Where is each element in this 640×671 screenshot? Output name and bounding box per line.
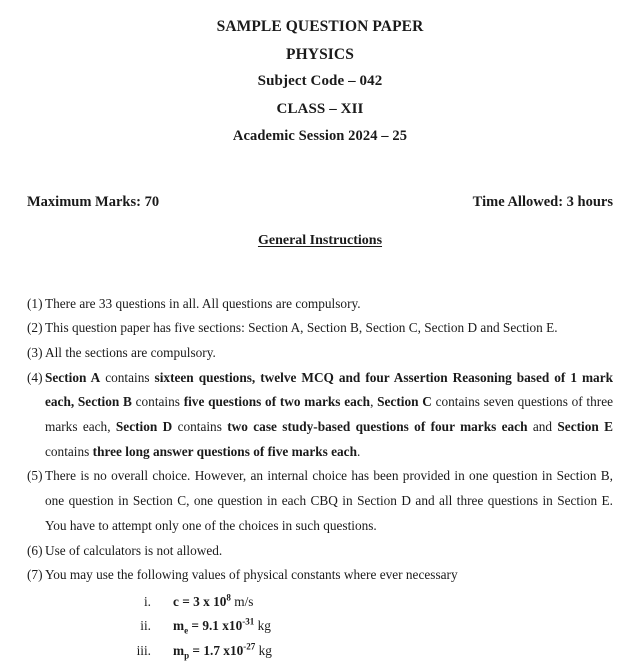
constant-exponent: -31 [242, 616, 255, 627]
instruction-number: (1) [27, 295, 43, 311]
title-line-class: CLASS – XII [276, 100, 364, 117]
instruction-number: (3) [27, 344, 43, 360]
general-instructions-heading-text: General Instructions [257, 232, 383, 248]
constant-unit: kg [254, 618, 271, 634]
title-line-subject-code: Subject Code – 042 [257, 73, 383, 89]
constant-symbol: m [173, 618, 185, 634]
instruction-text: There is no overall choice. However, an internal choice has been provided in one question in Section B, one question in Section C, one question in each CBQ in Section D and all three questions in Section E. You have to attempt only one of the choices in such questions. [45, 468, 613, 533]
instruction-number: (4) [27, 369, 43, 385]
general-instructions-heading [27, 233, 613, 249]
title-line-subject: PHYSICS [286, 45, 354, 63]
title-line-academic-session: Academic Session 2024 – 25 [232, 128, 408, 144]
physical-constants-list [27, 590, 613, 663]
constant-unit: kg [255, 642, 272, 658]
constant-row [27, 590, 613, 614]
constant-equals: = [189, 642, 204, 658]
instruction-text: , [370, 394, 378, 410]
instruction-text: and [527, 419, 558, 435]
constant-symbol-subscript: e [184, 625, 189, 636]
instruction-text-bold: Section D [115, 419, 173, 435]
instruction-text-bold: Section A [45, 369, 101, 385]
instruction-text-bold: Section C [377, 394, 432, 410]
instruction-text: contains [100, 369, 155, 385]
instruction-number: (7) [27, 567, 43, 583]
instruction-text: Use of calculators is not allowed. [45, 542, 223, 558]
instruction-item [27, 539, 613, 564]
instruction-item [27, 292, 613, 317]
instruction-text-bold: sixteen questions, twelve MCQ and four Assertion Reasoning based of 1 mark each, Section B [45, 369, 613, 410]
instruction-text: contains [45, 443, 93, 459]
instruction-item [27, 316, 613, 341]
maximum-marks: Maximum Marks: 70 [27, 193, 160, 210]
constant-mantissa: 9.1 x10 [202, 618, 243, 634]
time-allowed: Time Allowed: 3 hours [472, 193, 613, 210]
constant-numeral: i. [143, 593, 151, 609]
constant-symbol: c [173, 593, 179, 609]
instructions-list [27, 292, 613, 588]
instruction-number: (2) [27, 320, 43, 336]
instruction-text-bold: Section E [557, 419, 613, 435]
instruction-item [27, 341, 613, 366]
instruction-item [27, 366, 613, 465]
instruction-text: contains [172, 419, 228, 435]
instruction-number: (6) [27, 542, 43, 558]
constant-equals: = [188, 618, 203, 634]
instruction-text: contains [131, 394, 184, 410]
title-block [27, 0, 613, 151]
title-line-sample-question-paper: SAMPLE QUESTION PAPER [216, 18, 424, 35]
instruction-text-bold: three long answer questions of five marks each [92, 443, 357, 459]
constant-row [27, 639, 613, 663]
marks-and-time-row [27, 194, 613, 211]
constant-mantissa: 3 x 10 [193, 593, 227, 609]
instruction-number: (5) [27, 468, 43, 484]
constant-numeral: iii. [136, 642, 151, 658]
instruction-text: contains seven questions of three marks each, [45, 394, 614, 435]
instruction-text: You may use the following values of physical constants where ever necessary [45, 567, 458, 583]
constant-value [173, 639, 272, 663]
constant-numeral: ii. [140, 618, 151, 634]
constant-symbol: m [173, 642, 185, 658]
constant-symbol-subscript: p [184, 650, 190, 661]
instruction-text-bold: five questions of two marks each [183, 394, 371, 410]
constant-exponent: -27 [243, 641, 256, 652]
constant-row [27, 614, 613, 638]
instruction-item [27, 563, 613, 588]
constant-exponent: 8 [226, 592, 231, 603]
instruction-text: There are 33 questions in all. All questions are compulsory. [45, 295, 361, 311]
constant-value [173, 590, 253, 614]
constant-unit: m/s [230, 593, 254, 609]
constant-equals: = [178, 593, 194, 609]
instruction-text: All the sections are compulsory. [45, 344, 216, 360]
instruction-text: . [356, 443, 361, 459]
instruction-item [27, 464, 613, 538]
instruction-text-bold: two case study-based questions of four marks each [227, 419, 528, 435]
instruction-text: This question paper has five sections: Section A, Section B, Section C, Section D and Section E. [45, 320, 558, 336]
constant-value [173, 614, 271, 638]
constant-mantissa: 1.7 x10 [203, 642, 244, 658]
